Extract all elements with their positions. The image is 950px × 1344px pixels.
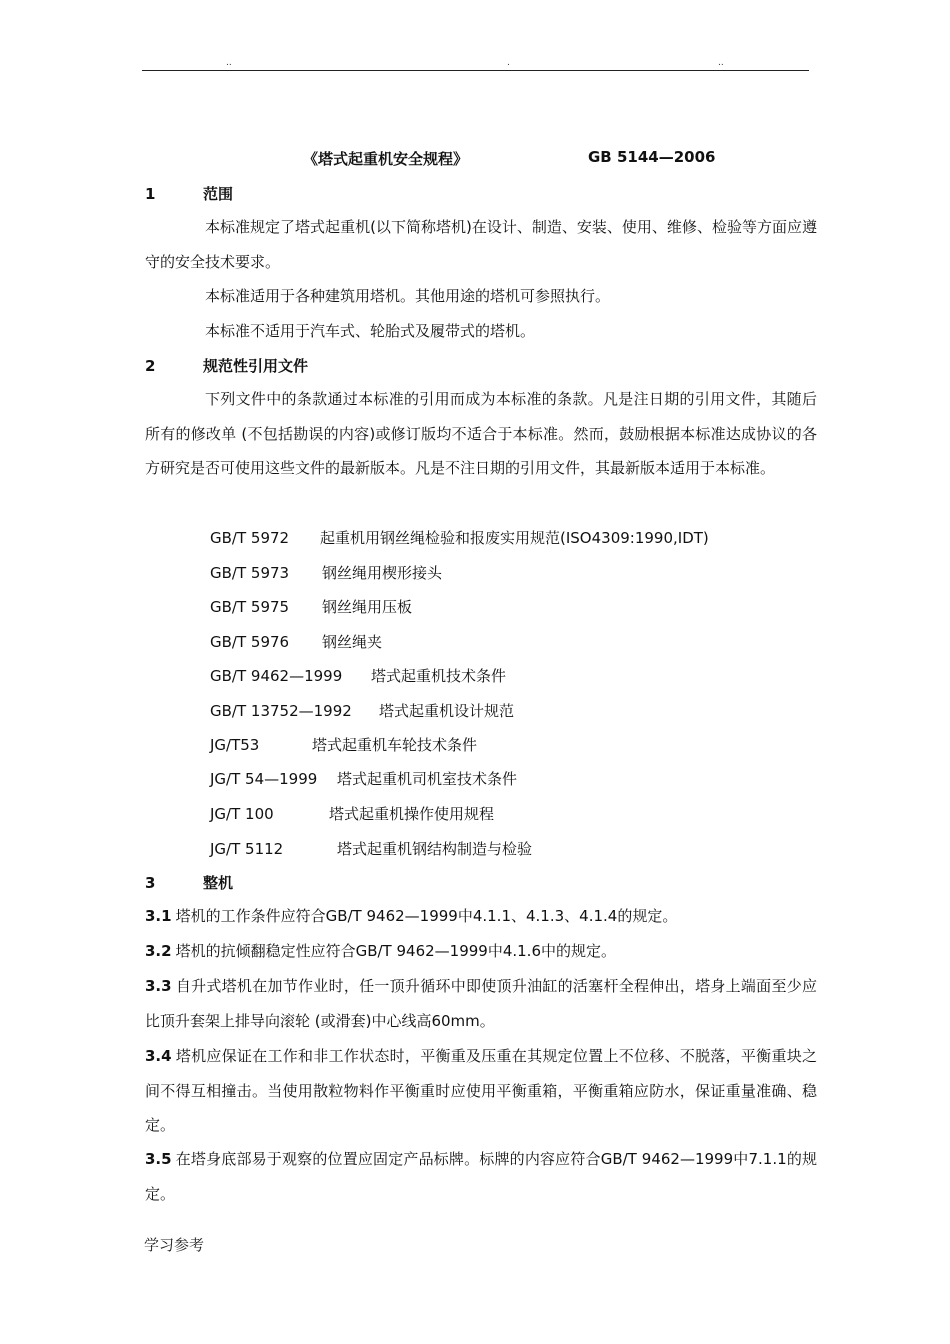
- section-1-paragraph-3: 本标准不适用于汽车式、轮胎式及履带式的塔机。: [205, 322, 536, 340]
- section-1-paragraph-2: 本标准适用于各种建筑用塔机。其他用途的塔机可参照执行。: [205, 287, 611, 305]
- reference-code: GB/T 5972: [210, 529, 290, 547]
- clause-text: 塔机的工作条件应符合GB/T 9462—1999中4.1.1、4.1.3、4.1.4的规定。: [175, 907, 678, 925]
- title-code: GB 5144—2006: [588, 148, 716, 166]
- reference-title: 起重机用钢丝绳检验和报废实用规范(ISO4309:1990,IDT): [320, 529, 709, 547]
- clause-text: 塔机的抗倾翻稳定性应符合GB/T 9462—1999中4.1.6中的规定。: [175, 942, 616, 960]
- clause-number: 3.2: [145, 942, 172, 960]
- reference-code: GB/T 5975: [210, 598, 290, 616]
- reference-code: GB/T 13752—1992: [210, 702, 352, 720]
- reference-title: 钢丝绳用楔形接头: [322, 564, 443, 582]
- clause-text: 塔机应保证在工作和非工作状态时，平衡重及压重在其规定位置上不位移、不脱落，平衡重块之间不得互相撞击。当使用散粒物料作平衡重时应使用平衡重箱，平衡重箱应防水，保证重量准确、稳定。: [145, 1047, 817, 1134]
- reference-title: 塔式起重机司机室技术条件: [337, 770, 518, 788]
- section-number: 1: [145, 185, 156, 203]
- header-mark-right: ..: [718, 58, 724, 68]
- reference-code: GB/T 5973: [210, 564, 290, 582]
- reference-code: JG/T53: [210, 736, 260, 754]
- section-1-paragraph-1: 本标准规定了塔式起重机(以下简称塔机)在设计、制造、安装、使用、维修、检验等方面应遵守的安全技术要求。: [145, 218, 817, 271]
- document-title: [0, 148, 950, 170]
- title-name: 《塔式起重机安全规程》: [303, 150, 469, 168]
- reference-title: 钢丝绳用压板: [322, 598, 413, 616]
- clause-number: 3.1: [145, 907, 172, 925]
- reference-title: 塔式起重机操作使用规程: [329, 805, 495, 823]
- reference-code: GB/T 5976: [210, 633, 290, 651]
- footer-note: 学习参考: [144, 1236, 205, 1254]
- clause-text: 在塔身底部易于观察的位置应固定产品标牌。标牌的内容应符合GB/T 9462—1999中7.1.1的规定。: [145, 1150, 817, 1203]
- header-mark-center: .: [507, 58, 510, 68]
- section-2-paragraph-1: 下列文件中的条款通过本标准的引用而成为本标准的条款。凡是注日期的引用文件，其随后所有的修改单 (不包括勘误的内容)或修订版均不适合于本标准。然而，鼓励根据本标准达成协议的各方研究是否可使用这些文件的最新版本。凡是不注日期的引用文件，其最新版本适用于本标准。: [145, 390, 817, 477]
- section-title: 整机: [203, 874, 234, 892]
- clause-number: 3.5: [145, 1150, 172, 1168]
- section-title: 范围: [203, 185, 234, 203]
- clause-number: 3.3: [145, 977, 172, 995]
- reference-code: JG/T 100: [210, 805, 274, 823]
- reference-title: 塔式起重机设计规范: [379, 702, 515, 720]
- clause-text: 自升式塔机在加节作业时，任一顶升循环中即使顶升油缸的活塞杆全程伸出，塔身上端面至少应比顶升套架上排导向滚轮 (或滑套)中心线高60mm。: [145, 977, 817, 1030]
- clause-3-4: [145, 1039, 817, 1143]
- clause-3-1: [145, 899, 817, 934]
- section-number: 3: [145, 874, 156, 892]
- reference-title: 塔式起重机技术条件: [371, 667, 507, 685]
- reference-code: JG/T 54—1999: [210, 770, 318, 788]
- clause-3-5: [145, 1142, 817, 1211]
- header-rule: [142, 70, 809, 71]
- clause-number: 3.4: [145, 1047, 172, 1065]
- section-title: 规范性引用文件: [203, 357, 309, 375]
- reference-title: 塔式起重机钢结构制造与检验: [337, 840, 533, 858]
- clause-3-3: [145, 969, 817, 1038]
- reference-title: 钢丝绳夹: [322, 633, 383, 651]
- reference-title: 塔式起重机车轮技术条件: [312, 736, 478, 754]
- reference-code: GB/T 9462—1999: [210, 667, 343, 685]
- header-mark-left: ..: [226, 58, 232, 68]
- section-number: 2: [145, 357, 156, 375]
- reference-code: JG/T 5112: [210, 840, 284, 858]
- clause-3-2: [145, 934, 817, 969]
